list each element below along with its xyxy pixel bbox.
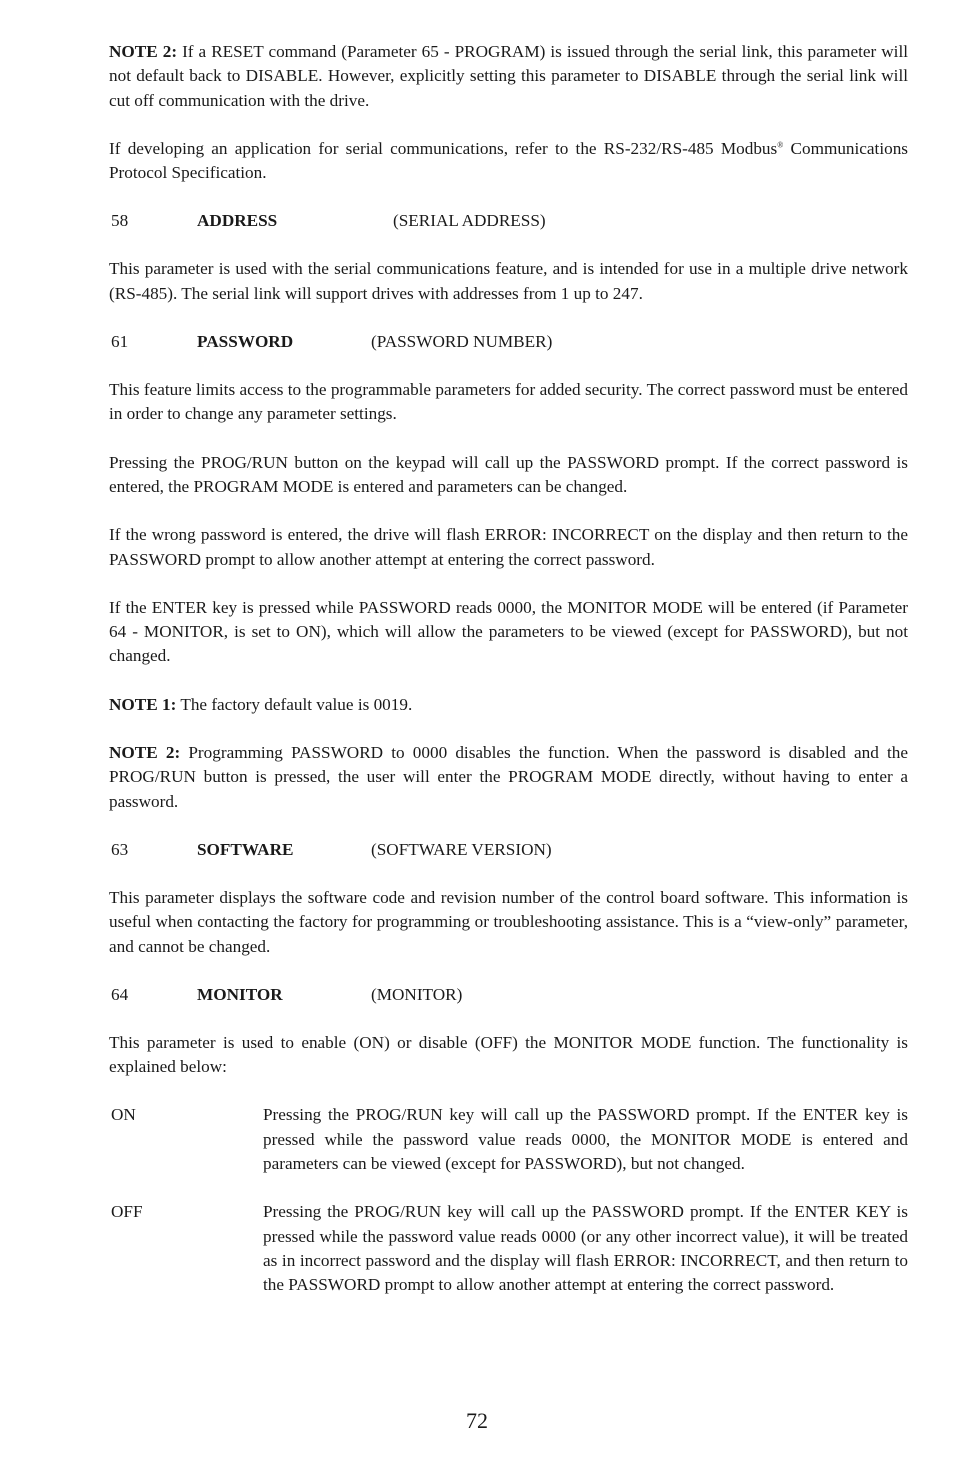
serial-reference-text-end: Communications Protocol Specification. [109, 138, 908, 183]
note-text: The factory default value is 0019. [176, 694, 413, 714]
parameter-63-body: This parameter displays the software code and revision number of the control board software. This information is useful when contacting the factory for programming or troubleshooting assistance. This is a “view-only” parameter, and cannot be changed. [109, 887, 908, 956]
option-key: OFF [111, 1202, 143, 1222]
parameter-heading-61 [109, 330, 908, 354]
parameter-description: (PASSWORD NUMBER) [371, 332, 553, 352]
serial-reference-text: If developing an application for serial communications, refer to the RS-232/RS-485 Modbus [109, 138, 778, 158]
parameter-61-body-2: Pressing the PROG/RUN button on the keypad will call up the PASSWORD prompt. If the correct password is entered, the PROGRAM MODE is entered and parameters can be changed. [109, 452, 908, 496]
parameter-number: 58 [111, 211, 129, 231]
parameter-61-body-1: This feature limits access to the programmable parameters for added security. The correct password must be entered in order to change any parameter settings. [109, 380, 908, 424]
note-2-serial-reset [109, 40, 908, 113]
option-off [109, 1200, 908, 1297]
parameter-description: (SERIAL ADDRESS) [393, 211, 546, 231]
parameter-name: ADDRESS [197, 211, 278, 231]
parameter-61-body-4: If the ENTER key is pressed while PASSWORD reads 0000, the MONITOR MODE will be entered (if Parameter 64 - MONITOR, is set to ON), which will allow the parameters to be viewed (except for PASSWORD), but not changed. [109, 597, 908, 666]
option-text: Pressing the PROG/RUN key will call up the PASSWORD prompt. If the ENTER key is pressed while the password value reads 0000, the MONITOR MODE is entered and parameters can be viewed (except for PASSWORD), but not changed. [263, 1105, 908, 1174]
parameter-name: MONITOR [197, 984, 283, 1004]
parameter-heading-64 [109, 983, 908, 1007]
parameter-description: (MONITOR) [371, 984, 463, 1004]
document-page [109, 40, 908, 1322]
option-text: Pressing the PROG/RUN key will call up the PASSWORD prompt. If the ENTER KEY is pressed while the password value reads 0000 (or any other incorrect value), it will be treated as in incorrect password and the display will flash ERROR: INCORRECT, and then return to the PASSWORD prompt to allow another attempt at entering the correct password. [263, 1202, 908, 1295]
note-text: Programming PASSWORD to 0000 disables the function. When the password is disabled and the PROG/RUN button is pressed, the user will enter the PROGRAM MODE directly, without having to enter a password. [109, 743, 909, 811]
note-label: NOTE 2: [109, 42, 178, 61]
note-label: NOTE 1: [109, 694, 177, 714]
parameter-number: 63 [111, 839, 129, 859]
note-label: NOTE 2: [109, 743, 181, 763]
note-text: If a RESET command (Parameter 65 - PROGRAM) is issued through the serial link, this parameter will not default back to DISABLE. However, explicitly setting this parameter to DISABLE through the serial link will cut off communication with the drive. [109, 42, 909, 110]
parameter-58-body: This parameter is used with the serial communications feature, and is intended for use in a multiple drive network (RS-485). The serial link will support drives with addresses from 1 up to 247. [109, 259, 908, 303]
parameter-name: PASSWORD [197, 332, 294, 352]
parameter-61-body-3: If the wrong password is entered, the drive will flash ERROR: INCORRECT on the display and then return to the PASSWORD prompt to allow another attempt at entering the correct password. [109, 525, 908, 569]
parameter-heading-58 [109, 209, 908, 233]
parameter-61-note-2 [109, 741, 908, 814]
parameter-number: 64 [111, 984, 129, 1004]
option-on [109, 1103, 908, 1176]
parameter-name: SOFTWARE [197, 839, 294, 859]
parameter-number: 61 [111, 332, 129, 352]
parameter-heading-63 [109, 838, 908, 862]
serial-reference-paragraph [109, 137, 908, 186]
parameter-64-body: This parameter is used to enable (ON) or disable (OFF) the MONITOR MODE function. The functionality is explained below: [109, 1032, 908, 1077]
page-number: 72 [466, 1408, 488, 1433]
parameter-61-note-1 [109, 693, 908, 717]
parameter-description: (SOFTWARE VERSION) [371, 839, 552, 859]
registered-mark: ® [777, 140, 784, 150]
option-key: ON [111, 1105, 136, 1125]
